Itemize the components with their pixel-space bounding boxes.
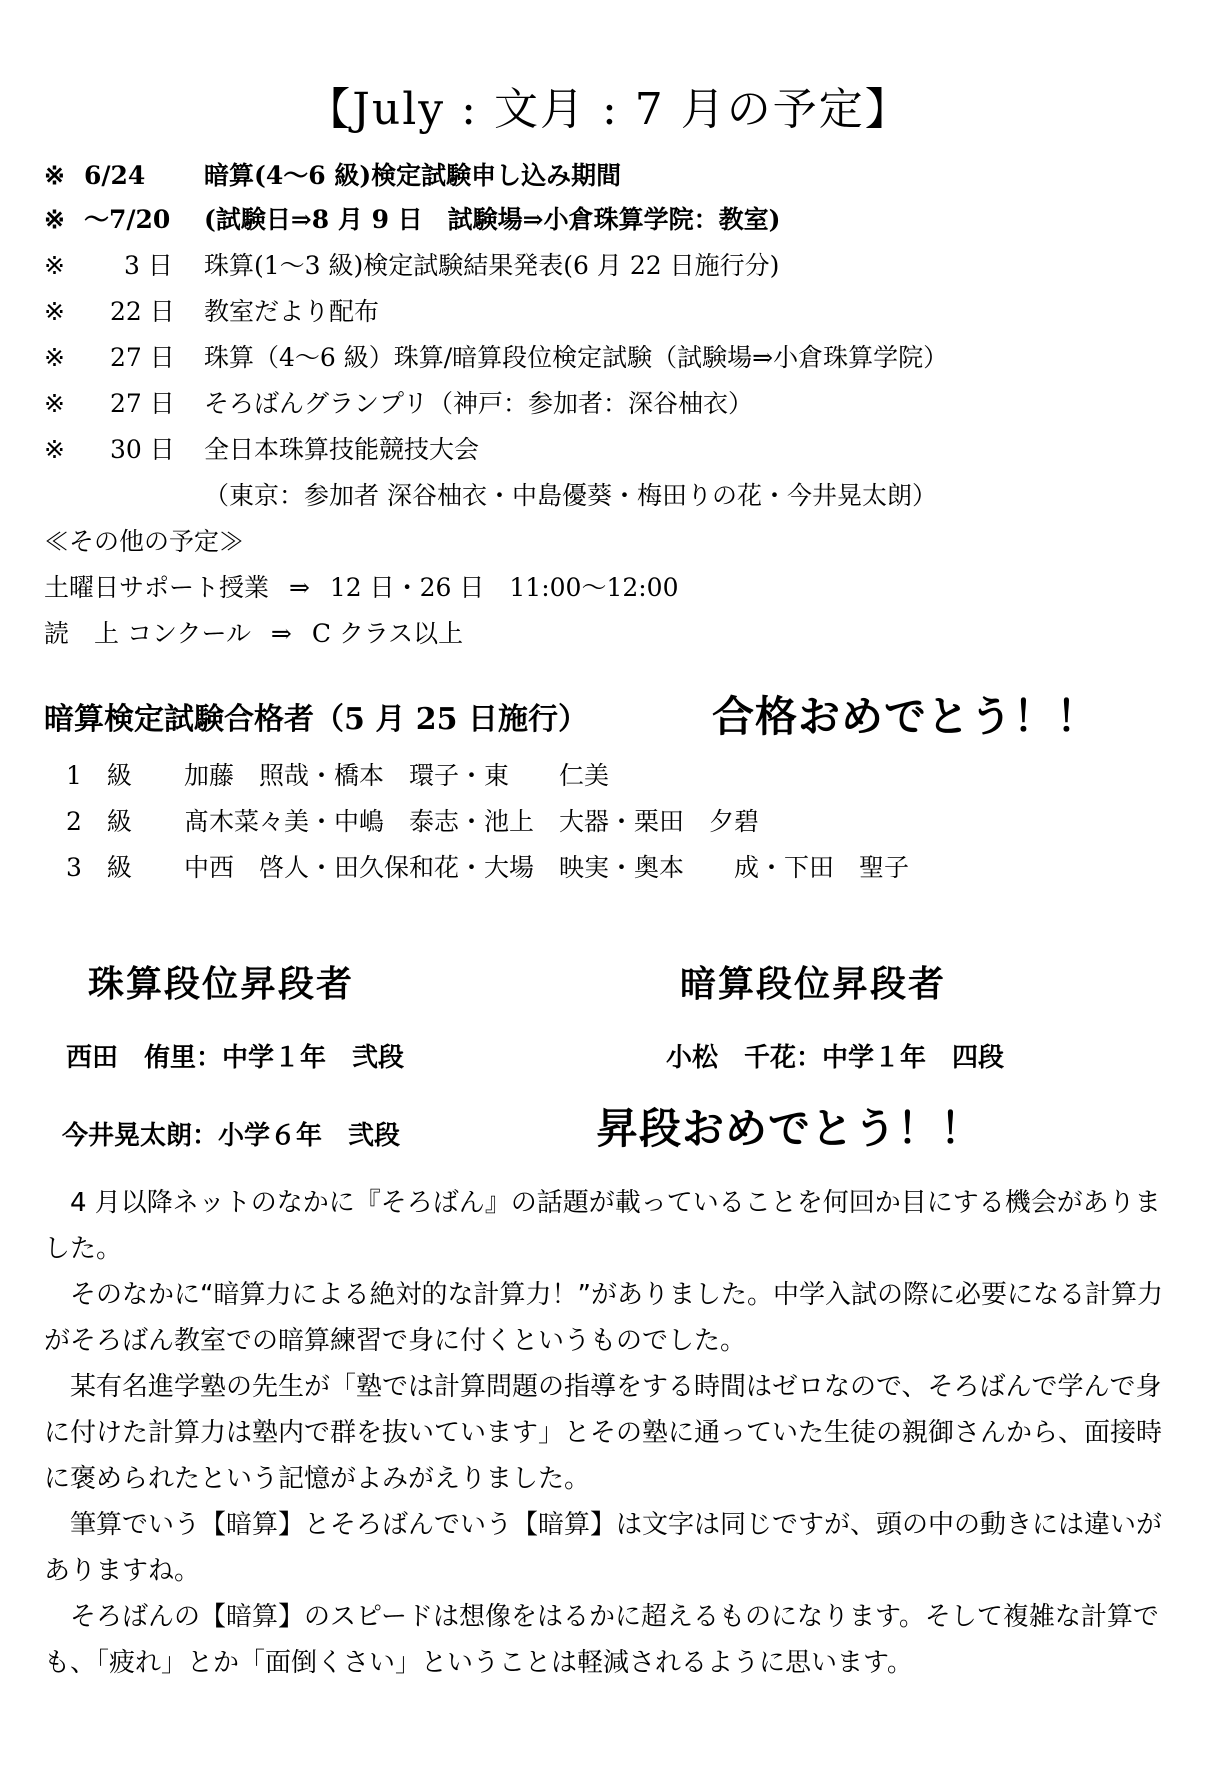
other-item-value: 12 日・26 日 11:00～12:00: [329, 573, 679, 602]
page-title: 【July : 文月 : 7 月の予定】: [306, 84, 911, 135]
schedule-date: 6/24: [84, 161, 146, 190]
article-paragraph: 4 月以降ネットのなかに『そろばん』の話題が載っていることを何回か目にする機会がありました。: [44, 1188, 1161, 1264]
schedule-desc: 暗算(4～6 級)検定試験申し込み期間: [204, 161, 622, 190]
schedule-desc: 教室だより配布: [204, 297, 380, 326]
grade-names: 加藤 照哉・橋本 環子・東 仁美: [184, 761, 610, 790]
anzan-promotion-heading: 暗算段位昇段者: [680, 964, 947, 1005]
exam-congrats: 合格おめでとう！！: [712, 692, 1100, 741]
schedule-desc: 珠算(1～3 級)検定試験結果発表(6 月 22 日施行分): [204, 251, 780, 280]
schedule-continuation: （東京：参加者 深谷柚衣・中島優葵・梅田りの花・今井晃太朗）: [204, 481, 937, 510]
promotion-congrats: 昇段おめでとう！！: [596, 1104, 984, 1153]
schedule-desc: そろばんグランプリ（神戸：参加者：深谷柚衣）: [204, 389, 754, 418]
grade-label: 1 級: [66, 761, 132, 790]
article-paragraph: そろばんの【暗算】のスピードは想像をはるかに超えるものになります。そして複雑な計算でも、「疲れ」とか「面倒くさい」ということは軽減されるように思います。: [44, 1602, 1159, 1678]
other-item: [44, 570, 678, 606]
article-paragraph: 某有名進学塾の先生が「塾では計算問題の指導をする時間はゼロなので、そろばんで学んで身に付けた計算力は塾内で群を抜いています」とその塾に通っていた生徒の親御さんから、面接時に褒められたという記憶がよみがえりました。: [44, 1372, 1163, 1494]
schedule-desc: 全日本珠算技能競技大会: [204, 435, 480, 464]
grade-label: 3 級: [66, 853, 132, 882]
bullet-mark: ※: [44, 297, 65, 326]
bullet-mark: ※: [44, 251, 65, 280]
schedule-date: 30 日: [110, 435, 175, 464]
schedule-desc: 珠算（4～6 級）珠算/暗算段位検定試験（試験場⇒小倉珠算学院）: [204, 343, 949, 372]
article-body: [44, 1180, 1174, 1686]
grade-names: 中西 啓人・田久保和花・大場 映実・奥本 成・下田 聖子: [184, 853, 910, 882]
schedule-date: 27 日: [110, 343, 175, 372]
bullet-mark: ※: [44, 161, 65, 190]
schedule-date: ～7/20: [84, 205, 171, 234]
other-item-value: C クラス以上: [311, 619, 464, 648]
soroban-promotion-item: 今井晃太朗：小学６年 弐段: [62, 1121, 401, 1151]
grade-names: 髙木菜々美・中嶋 泰志・池上 大器・栗田 夕碧: [184, 807, 760, 836]
anzan-promotion-item: 小松 千花：中学１年 四段: [666, 1043, 1005, 1073]
grade-label: 2 級: [66, 807, 132, 836]
article-paragraph: そのなかに“暗算力による絶対的な計算力！”がありました。中学入試の際に必要になる計算力がそろばん教室での暗算練習で身に付くというものでした。: [44, 1280, 1163, 1356]
other-item-label: 土曜日サポート授業: [44, 573, 270, 602]
schedule-desc: (試験日⇒8 月 9 日 試験場⇒小倉珠算学院：教室): [204, 205, 781, 234]
other-heading: ≪その他の予定≫: [44, 527, 245, 556]
article-paragraph: 筆算でいう【暗算】とそろばんでいう【暗算】は文字は同じですが、頭の中の動きには違いがありますね。: [44, 1510, 1163, 1586]
schedule-date: 22 日: [110, 297, 175, 326]
other-item-label: 読 上 コンクール: [44, 619, 251, 648]
schedule-date: 3 日: [124, 251, 173, 280]
arrow-icon: ⇒: [288, 573, 310, 602]
other-item: [44, 616, 463, 652]
bullet-mark: ※: [44, 205, 65, 234]
arrow-icon: ⇒: [270, 619, 292, 648]
bullet-mark: ※: [44, 435, 65, 464]
bullet-mark: ※: [44, 343, 65, 372]
bullet-mark: ※: [44, 389, 65, 418]
soroban-promotion-heading: 珠算段位昇段者: [88, 964, 355, 1005]
exam-results-heading: 暗算検定試験合格者（5 月 25 日施行）: [44, 702, 588, 737]
schedule-date: 27 日: [110, 389, 175, 418]
soroban-promotion-item: 西田 侑里：中学１年 弐段: [66, 1043, 405, 1073]
